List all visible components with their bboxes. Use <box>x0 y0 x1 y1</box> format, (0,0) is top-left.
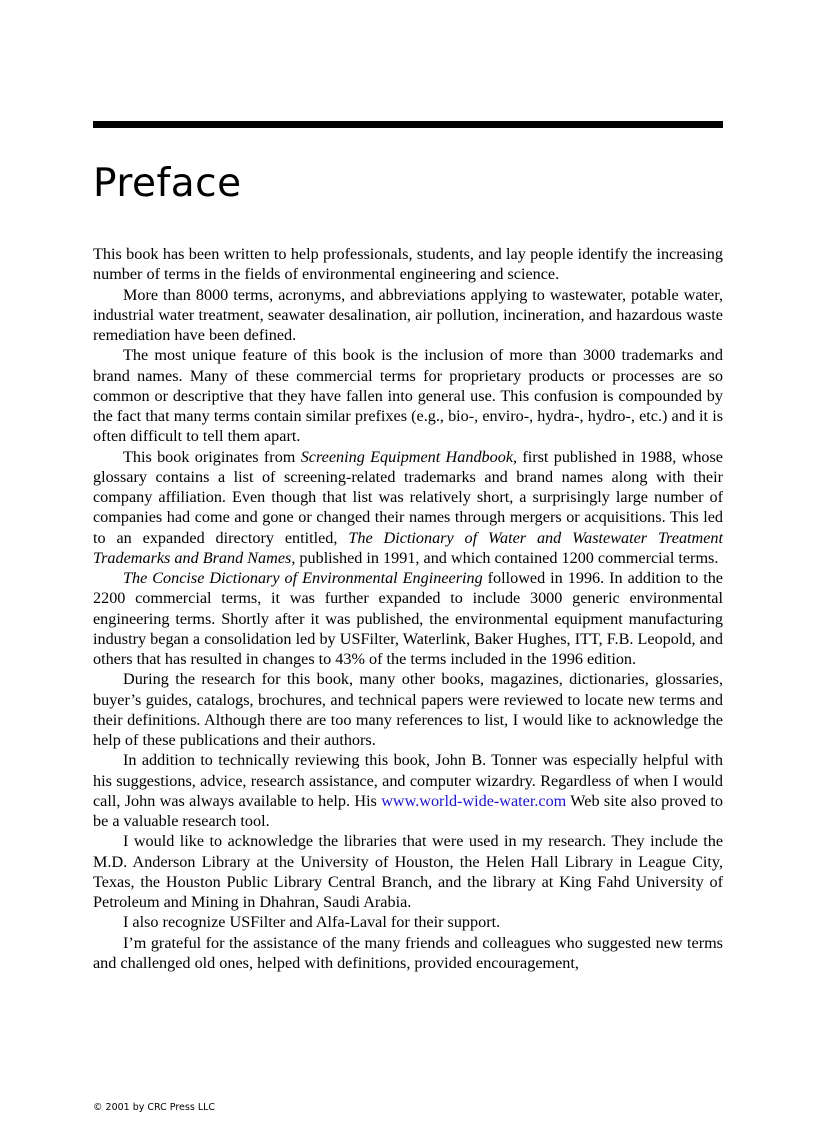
paragraph: This book has been written to help professionals, students, and lay people identify the increasing number of terms in the fields of environmental engineering and science. <box>93 245 723 284</box>
text-run: followed in 1996. In addition to the 2200 commercial terms, it was further expanded to include 3000 generic environmental engineering terms. Shortly after it was published, the environmental equipment manufacturing industry began a consolidation led by USFilter, Waterlink, Baker Hughes, ITT, F.B. Leopold, and others that has resulted in changes to 43% of the terms included in the 1996 edition. <box>93 569 723 668</box>
paragraph: More than 8000 terms, acronyms, and abbreviations applying to wastewater, potable water, industrial water treatment, seawater desalination, air pollution, incineration, and hazardous waste remediation have been defined. <box>93 285 723 344</box>
book-title: The Dictionary of Water and Wastewater Treatment Trademarks and Brand Names <box>93 528 723 567</box>
copyright-footer: © 2001 by CRC Press LLC <box>93 1102 216 1113</box>
paragraph: During the research for this book, many other books, magazines, dictionaries, glossaries, buyer’s guides, catalogs, brochures, and technical papers were reviewed to locate new terms and their definitions. Although there are too many references to list, I would like to acknowledge the help of these publications and their authors. <box>93 670 723 749</box>
text-run: In addition to technically reviewing this book, John B. Tonner was especially helpful with his suggestions, advice, research assistance, and computer wizardry. Regardless of when I would call, John was always available to help. His <box>93 751 723 810</box>
paragraph: I would like to acknowledge the libraries that were used in my research. They include the M.D. Anderson Library at the University of Houston, the Helen Hall Library in League City, Texas, the Houston Public Library Central Branch, and the library at King Fahd University of Petroleum and Mining in Dhahran, Saudi Arabia. <box>93 832 723 911</box>
book-title: Screening Equipment Handbook <box>300 447 513 466</box>
text-run: Web site also proved to be a valuable research tool. <box>93 791 723 830</box>
paragraph: I’m grateful for the assistance of the many friends and colleagues who suggested new terms and challenged old ones, helped with definitions, provided encouragement, <box>93 933 723 972</box>
preface-body <box>93 244 723 973</box>
paragraph: The most unique feature of this book is the inclusion of more than 3000 trademarks and brand names. Many of these commercial terms for proprietary products or processes are so common or descriptive that they have fallen into general use. This confusion is compounded by the fact that many terms contain similar prefixes (e.g., bio-, enviro-, hydra-, hydro-, etc.) and it is often difficult to tell them apart. <box>93 346 723 446</box>
text-run: , published in 1991, and which contained 1200 commercial terms. <box>291 548 719 567</box>
paragraph <box>93 568 723 669</box>
paragraph <box>93 750 723 831</box>
page-title: Preface <box>93 161 242 206</box>
header-rule <box>93 121 723 128</box>
text-run: , first published in 1988, whose glossary contains a list of screening-related trademarks and brand names along with their company affiliation. Even though that list was relatively short, a surprisingly large number of companies had come and gone or changed their names through mergers or acquisitions. This led to an expanded directory entitled, <box>93 447 723 547</box>
book-title: The Concise Dictionary of Environmental Engineering <box>123 569 483 587</box>
paragraph <box>93 447 723 569</box>
text-run: This book originates from <box>123 447 301 466</box>
website-link[interactable]: www.world-wide-water.com <box>381 791 567 810</box>
paragraph: I also recognize USFilter and Alfa-Laval for their support. <box>123 913 501 932</box>
